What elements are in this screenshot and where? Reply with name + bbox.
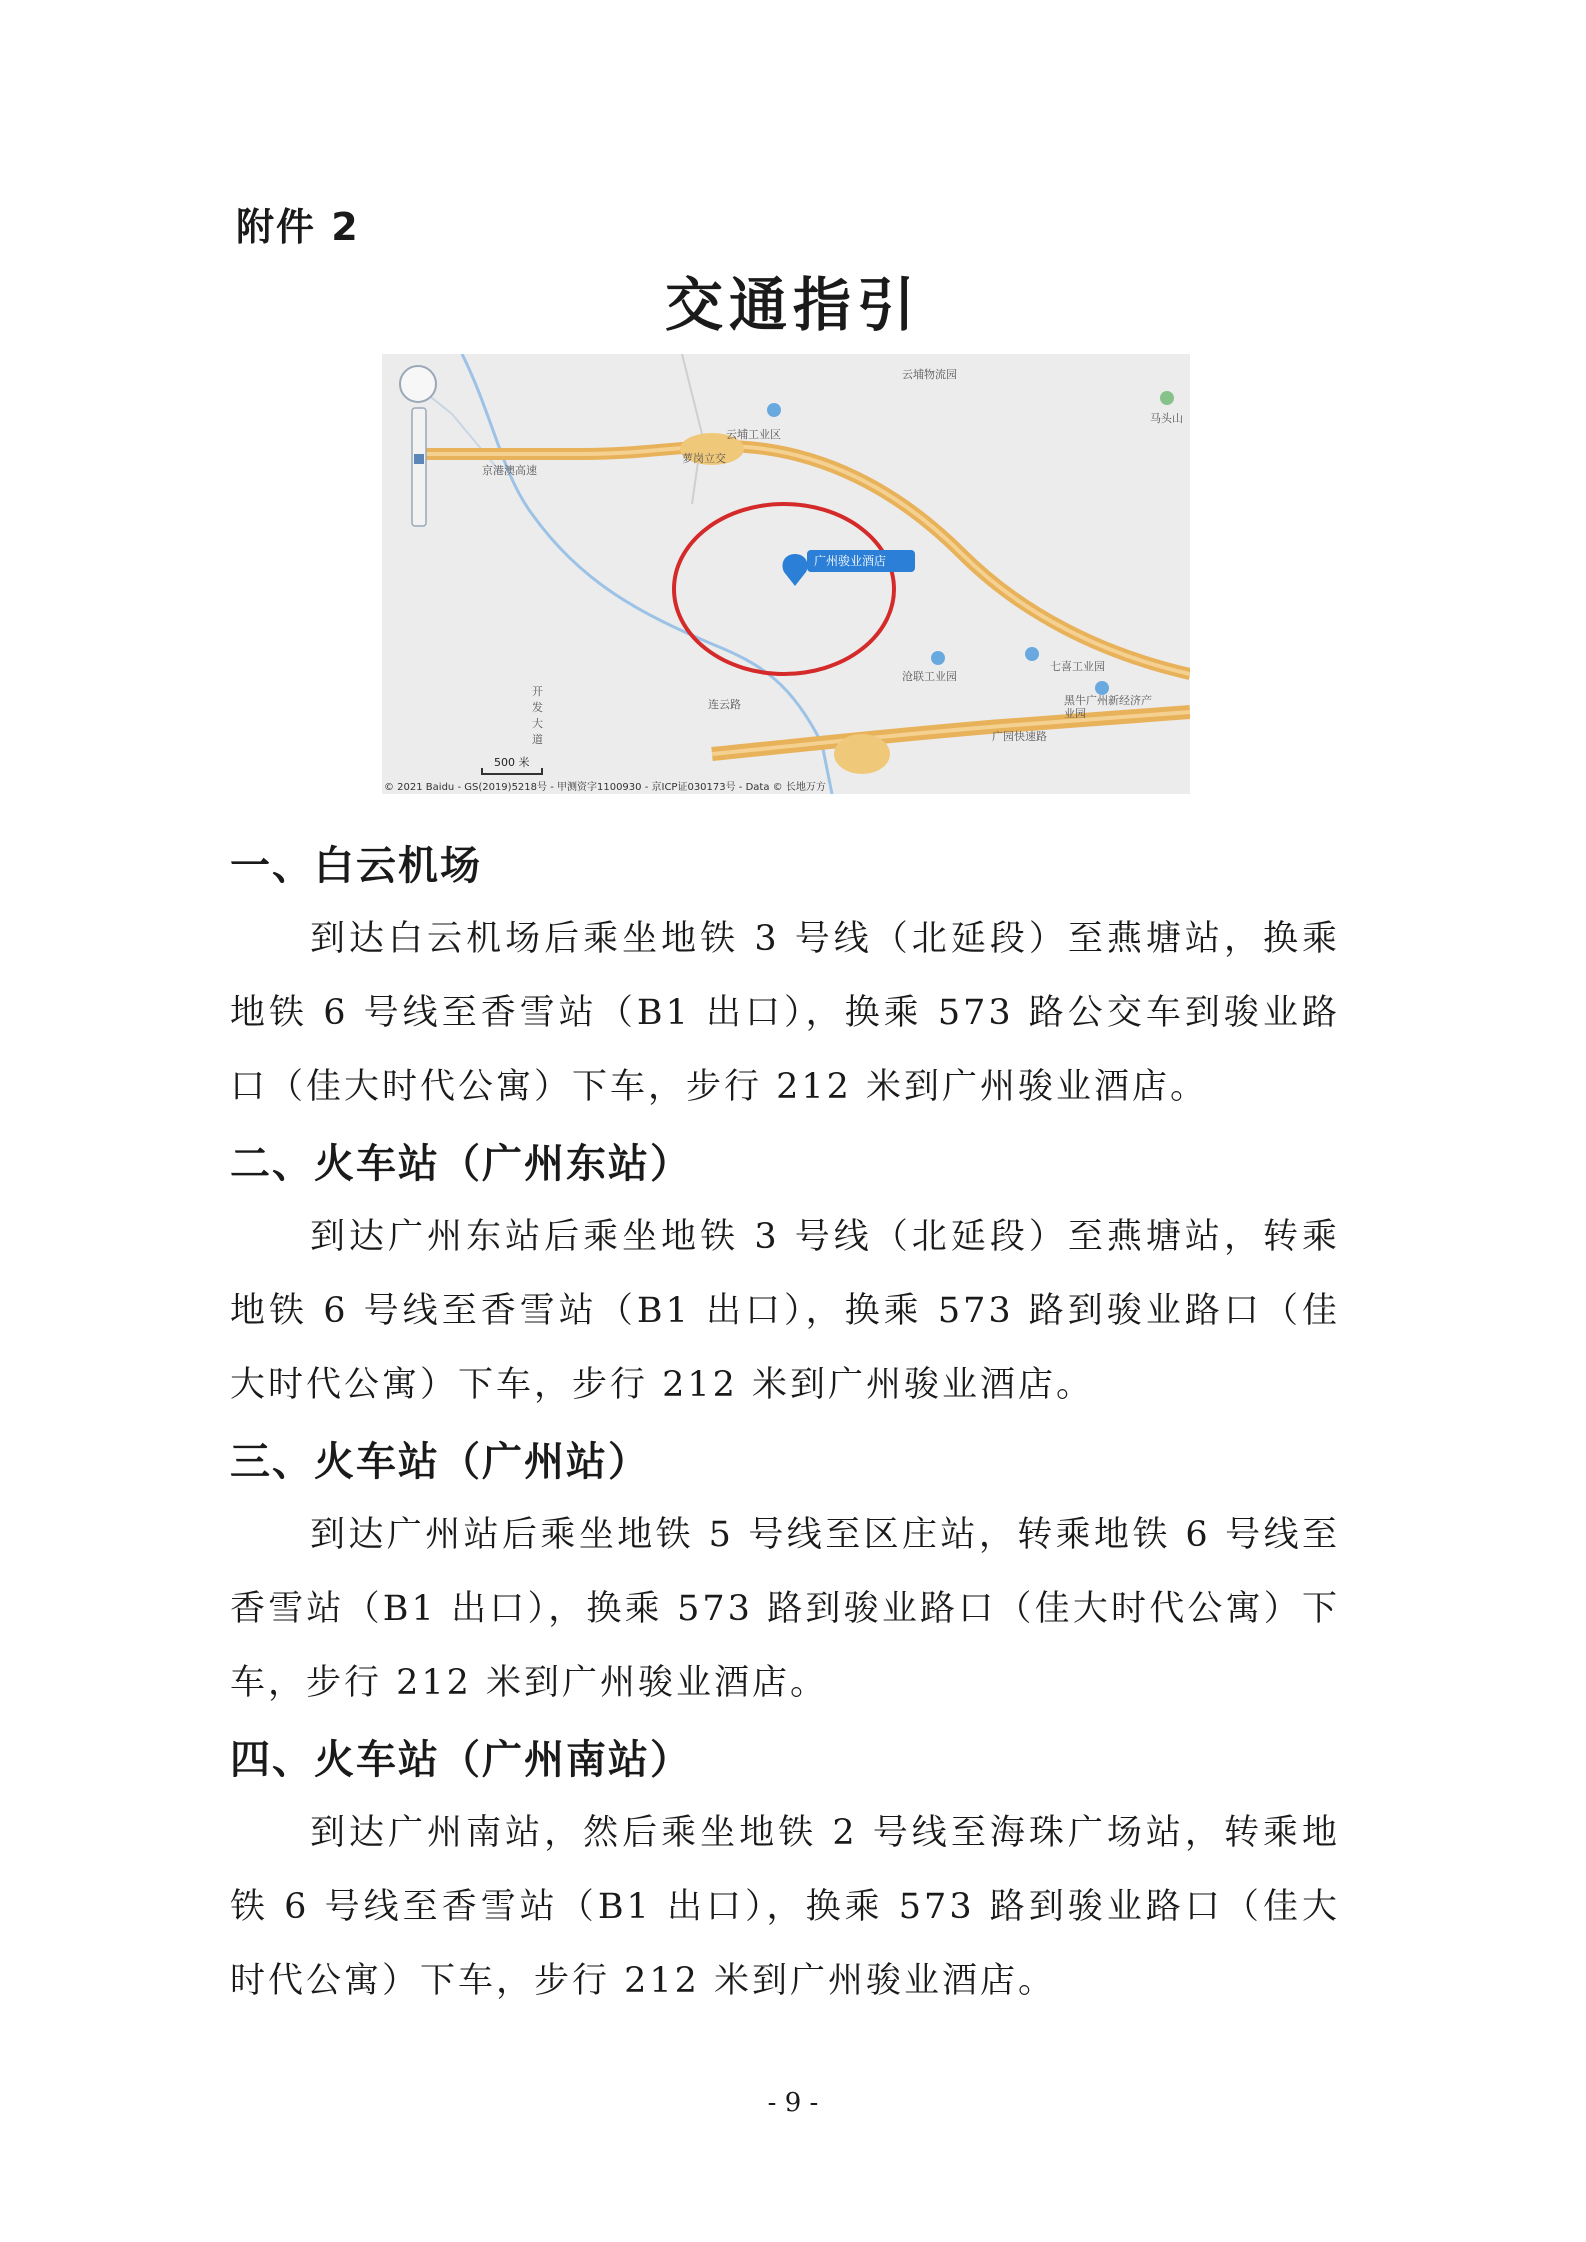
map-label-mashan: 马头山	[1150, 412, 1183, 425]
section-guangzhou-south	[230, 1724, 1340, 2018]
map-label-luogang-interchange: 萝岗立交	[682, 452, 726, 465]
directions-content	[230, 830, 1340, 2022]
section-body: 到达广州东站后乘坐地铁 3 号线（北延段）至燕塘站，转乘地铁 6 号线至香雪站（B1 出口），换乘 573 路到骏业路口（佳大时代公寓）下车，步行 212 米到广州骏业酒店。	[230, 1217, 1340, 1405]
section-heading: 二、火车站（广州东站）	[230, 1141, 692, 1187]
map-label-yunbo-logistics: 云埔物流园	[902, 368, 957, 381]
map-label-qigao: 七喜工业园	[1050, 660, 1105, 673]
section-body: 到达广州南站，然后乘坐地铁 2 号线至海珠广场站，转乘地铁 6 号线至香雪站（B1 出口），换乘 573 路到骏业路口（佳大时代公寓）下车，步行 212 米到广州骏业酒店。	[230, 1813, 1340, 2001]
map-label-hotel: 广州骏业酒店	[814, 554, 887, 568]
map-copyright: © 2021 Baidu - GS(2019)5218号 - 甲测资字1100930 - 京ICP证030173号 - Data © 长地万方	[384, 782, 826, 793]
section-guangzhou-east	[230, 1128, 1340, 1422]
map-label-kaifa-avenue: 开发大道	[532, 685, 543, 746]
map-label-lianyun-road: 连云路	[708, 698, 741, 711]
page-title: 交通指引	[664, 271, 921, 339]
map-label-hengniu: 黑牛广州新经济产业园	[1064, 694, 1152, 720]
section-heading: 三、火车站（广州站）	[230, 1439, 650, 1485]
section-guangzhou-station	[230, 1426, 1340, 1720]
map-label-guangyuan-expressway: 广园快速路	[992, 730, 1047, 743]
page-number: - 9 -	[767, 2088, 819, 2118]
attachment-label: 附件 2	[236, 205, 360, 249]
section-airport	[230, 830, 1340, 1124]
location-map	[382, 354, 1190, 794]
section-heading: 一、白云机场	[230, 843, 482, 889]
map-label-jinggangao: 京港澳高速	[482, 464, 537, 477]
map-scale-label: 500 米	[494, 756, 530, 769]
map-label-canglian: 沧联工业园	[902, 670, 957, 683]
section-body: 到达白云机场后乘坐地铁 3 号线（北延段）至燕塘站，换乘地铁 6 号线至香雪站（B1 出口），换乘 573 路公交车到骏业路口（佳大时代公寓）下车，步行 212 米到广州骏业酒店。	[230, 919, 1340, 1107]
map-graphics	[382, 354, 1190, 794]
section-heading: 四、火车站（广州南站）	[230, 1737, 692, 1783]
map-label-yunbo-industrial: 云埔工业区	[726, 428, 781, 441]
section-body: 到达广州站后乘坐地铁 5 号线至区庄站，转乘地铁 6 号线至香雪站（B1 出口），换乘 573 路到骏业路口（佳大时代公寓）下车，步行 212 米到广州骏业酒店。	[230, 1515, 1340, 1703]
